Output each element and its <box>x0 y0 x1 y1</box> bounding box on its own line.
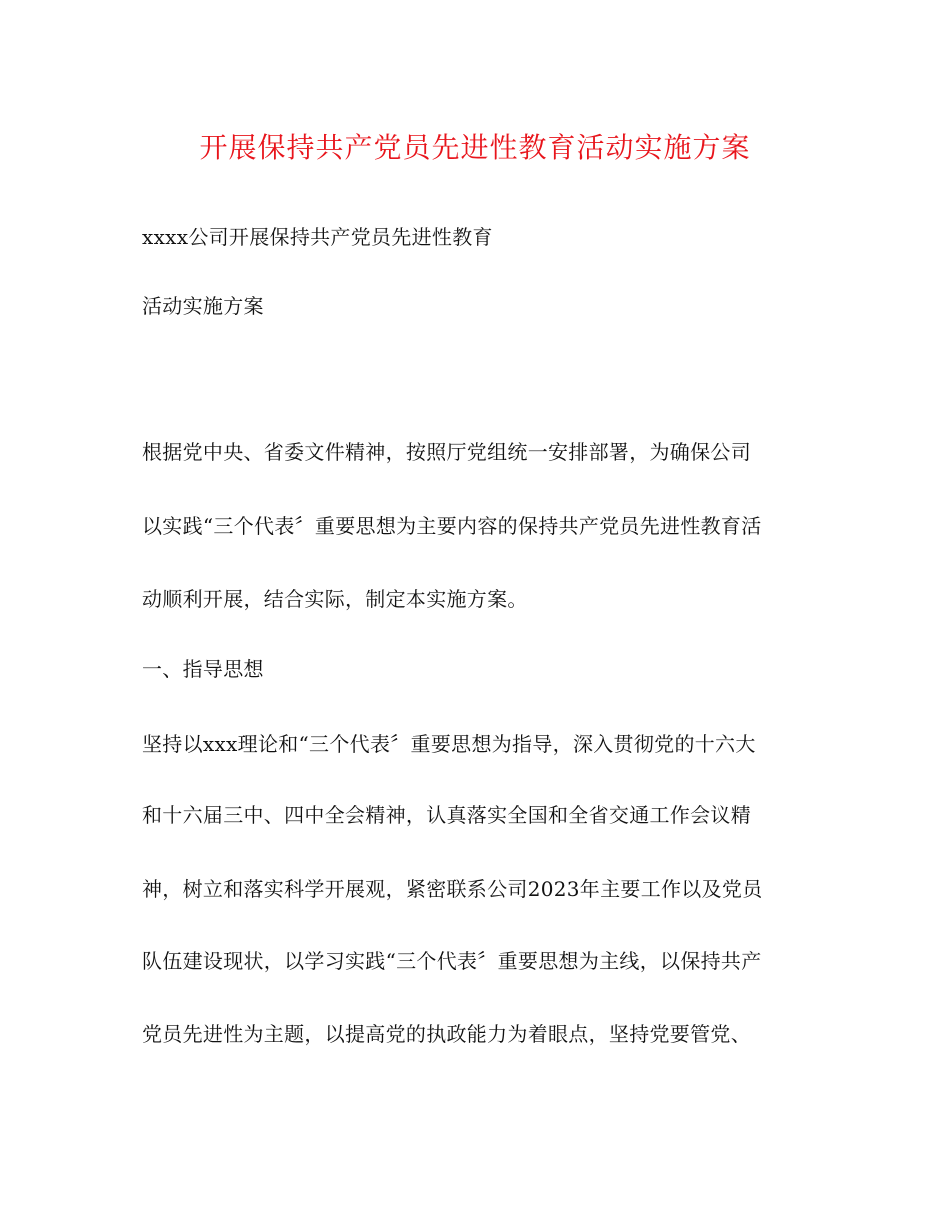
section1-line-4: 队伍建设现状，以学习实践“三个代表〞重要思想为主线，以保持共产 <box>142 949 762 973</box>
section1-line-5: 党员先进性为主题，以提高党的执政能力为着眼点，坚持党要管党、 <box>142 1022 751 1046</box>
subtitle-line-2: 活动实施方案 <box>142 294 264 318</box>
section1-line-3: 神，树立和落实科学开展观，紧密联系公司2023年主要工作以及党员 <box>142 877 763 901</box>
section-heading-guiding-thought: 一、指导思想 <box>142 657 264 681</box>
subtitle-line-1: xxxx公司开展保持共产党员先进性教育 <box>142 225 493 249</box>
intro-line-3: 动顺利开展，结合实际，制定本实施方案。 <box>142 587 528 611</box>
section1-line-2: 和十六届三中、四中全会精神，认真落实全国和全省交通工作会议精 <box>142 803 751 827</box>
section1-line-1: 坚持以xxx理论和“三个代表〞重要思想为指导，深入贯彻党的十六大 <box>142 732 756 756</box>
intro-line-1: 根据党中央、省委文件精神，按照厅党组统一安排部署，为确保公司 <box>142 440 751 464</box>
document-title: 开展保持共产党员先进性教育活动实施方案 <box>199 131 751 164</box>
intro-line-2: 以实践“三个代表〞重要思想为主要内容的保持共产党员先进性教育活 <box>142 514 762 538</box>
